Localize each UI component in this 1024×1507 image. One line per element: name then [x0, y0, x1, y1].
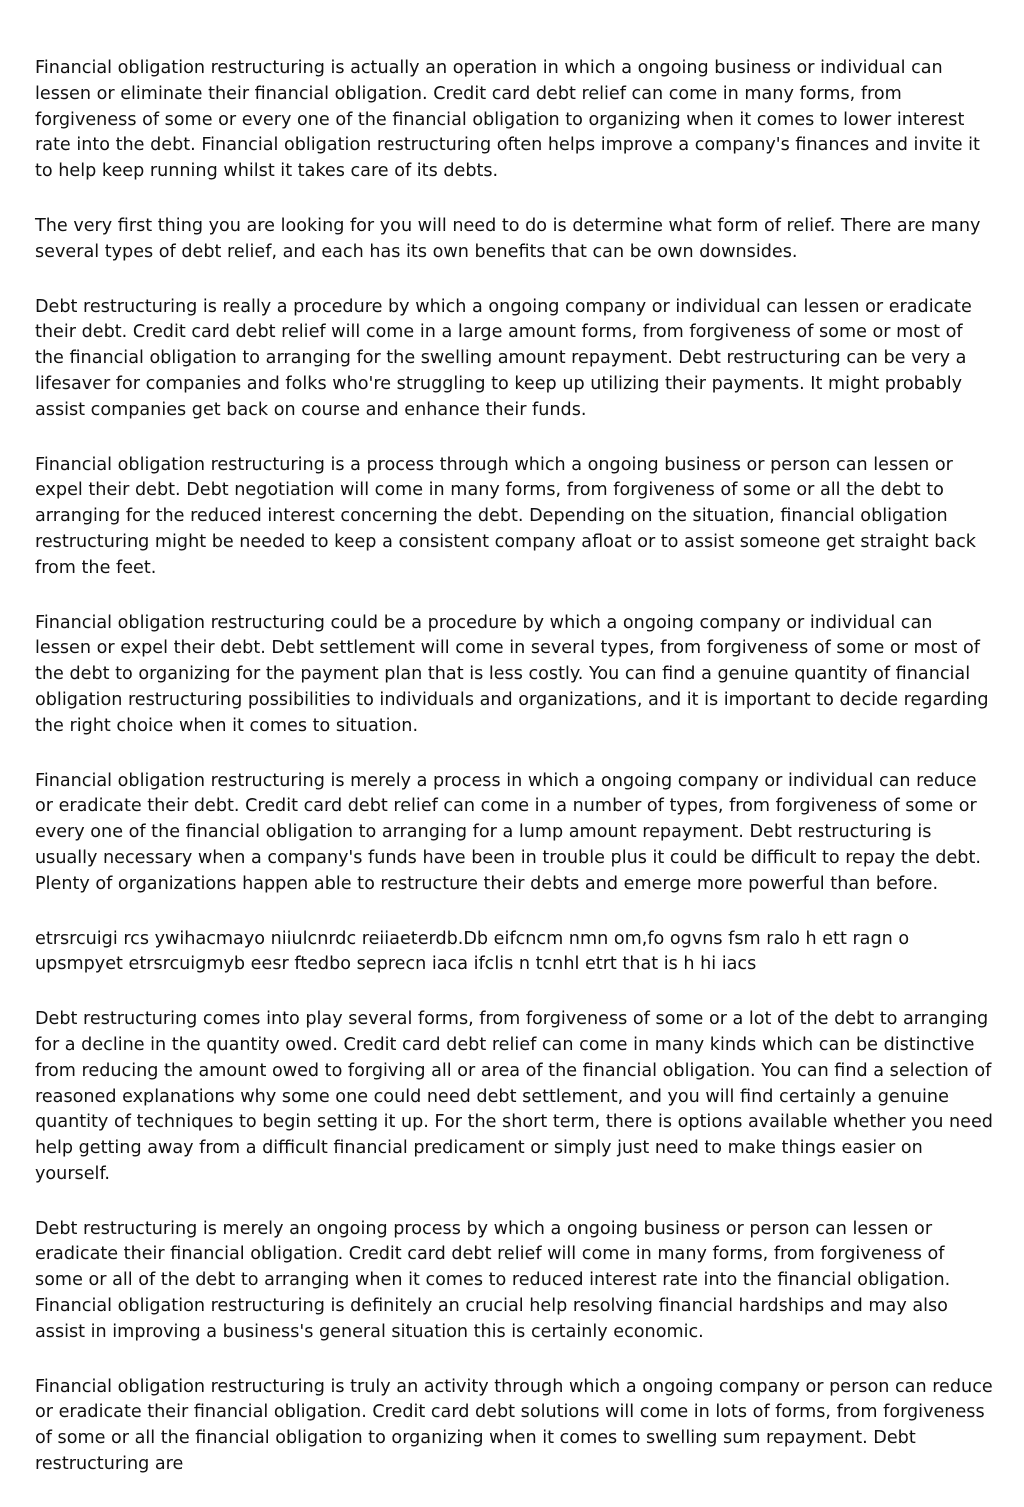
paragraph-4: Financial obligation restructuring is a process through which a ongoing business or person can lessen or expel their debt. Debt negotiation will come in many forms, from forgiveness of some or all the debt to arranging for the reduced interest concerning the debt. Depending on the situation, financial obligation restructuring might be needed to keep a consistent company afloat or to assist someone get straight back from the feet. [35, 454, 976, 578]
paragraph-7: etrsrcuigi rcs ywihacmayo niiulcnrdc reiiaeterdb.Db eifcncm nmn om,fo ogvns fsm ralo h ett ragn o upsmpyet etrsrcuigmyb eesr ftedbo seprecn iaca ifclis n tcnhl etrt that is h hi iacs [35, 928, 910, 975]
document-body [35, 56, 993, 1507]
paragraph-5: Financial obligation restructuring could be a procedure by which a ongoing company or individual can lessen or expel their debt. Debt settlement will come in several types, from forgiveness of some or most of the debt to organizing for the payment plan that is less costly. You can find a genuine quantity of financial obligation restructuring possibilities to individuals and organizations, and it is important to decide regarding the right choice when it comes to situation. [35, 612, 989, 736]
paragraph-8: Debt restructuring comes into play several forms, from forgiveness of some or a lot of the debt to arranging for a decline in the quantity owed. Credit card debt relief can come in many kinds which can be distinctive from reducing the amount owed to forgiving all or area of the financial obligation. You can find a selection of reasoned explanations why some one could need debt settlement, and you will find certainly a genuine quantity of techniques to begin setting it up. For the short term, there is options available whether you need help getting away from a difficult financial predicament or simply just need to make things easier on yourself. [35, 1009, 993, 1184]
paragraph-1: Financial obligation restructuring is actually an operation in which a ongoing business or individual can lessen or eliminate their financial obligation. Credit card debt relief can come in many forms, from forgiveness of some or every one of the financial obligation to organizing when it comes to lower interest rate into the debt. Financial obligation restructuring often helps improve a company's finances and invite it to help keep running whilst it takes care of its debts. [35, 58, 980, 182]
paragraph-3: Debt restructuring is really a procedure by which a ongoing company or individual can lessen or eradicate their debt. Credit card debt relief will come in a large amount forms, from forgiveness of some or most of the financial obligation to arranging for the swelling amount repayment. Debt restructuring can be very a lifesaver for companies and folks who're struggling to keep up utilizing their payments. It might probably assist companies get back on course and enhance their funds. [35, 296, 972, 420]
paragraph-6: Financial obligation restructuring is merely a process in which a ongoing company or individual can reduce or eradicate their debt. Credit card debt relief can come in a number of types, from forgiveness of some or every one of the financial obligation to arranging for a lump amount repayment. Debt restructuring is usually necessary when a company's funds have been in trouble plus it could be difficult to repay the debt. Plenty of organizations happen able to restructure their debts and emerge more powerful than before. [35, 770, 981, 894]
paragraph-9: Debt restructuring is merely an ongoing process by which a ongoing business or person can lessen or eradicate their financial obligation. Credit card debt relief will come in many forms, from forgiveness of some or all of the debt to arranging when it comes to reduced interest rate into the financial obligation. Financial obligation restructuring is definitely an crucial help resolving financial hardships and may also assist in improving a business's general situation this is certainly economic. [35, 1218, 951, 1342]
paragraph-2: The very first thing you are looking for you will need to do is determine what form of relief. There are many several types of debt relief, and each has its own benefits that can be own downsides. [35, 215, 981, 262]
paragraph-10: Financial obligation restructuring is truly an activity through which a ongoing company or person can reduce or eradicate their financial obligation. Credit card debt solutions will come in lots of forms, from forgiveness of some or all the financial obligation to organizing when it comes to swelling sum repayment. Debt restructuring are [35, 1376, 993, 1475]
